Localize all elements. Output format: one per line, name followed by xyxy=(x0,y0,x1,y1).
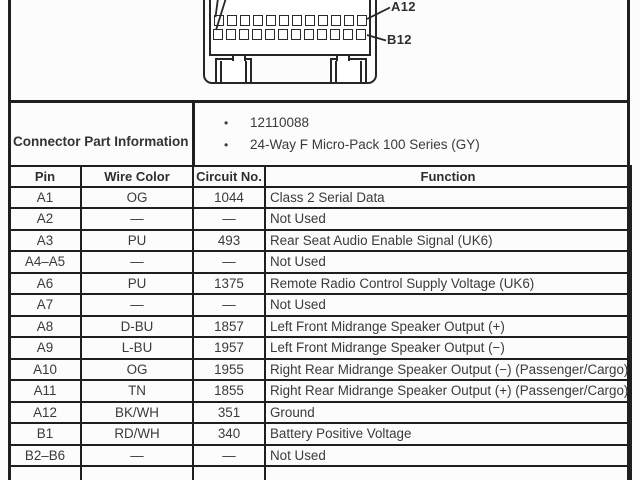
wire-color-cell: D-BU xyxy=(81,316,193,338)
table-header xyxy=(9,166,631,187)
wire-color-cell: — xyxy=(81,208,193,230)
function-cell: Left Front Midrange Speaker Output (−) xyxy=(265,337,631,359)
function-cell: Rear Seat Audio Enable Signal (UK6) xyxy=(265,230,631,252)
function-cell: Right Rear Midrange Speaker Output (+) (Passenger/Cargo) xyxy=(265,380,631,402)
function-cell: Not Used xyxy=(265,208,631,230)
wire-color-cell: PU xyxy=(81,273,193,295)
function-cell: Right Rear Midrange Speaker Output (−) (Passenger/Cargo) xyxy=(265,359,631,381)
table-row xyxy=(9,337,631,359)
function-cell: Not Used xyxy=(265,445,631,467)
wire-color-cell xyxy=(81,466,193,480)
circuit-no-cell: 493 xyxy=(193,230,265,252)
function-cell: Battery Positive Voltage xyxy=(265,423,631,445)
leader-lines xyxy=(0,0,640,100)
pin-cell xyxy=(9,466,81,480)
pin-cell: B2–B6 xyxy=(9,445,81,467)
table-row xyxy=(9,208,631,230)
wire-color-cell: — xyxy=(81,445,193,467)
connector-type-text: 24-Way F Micro-Pack 100 Series (GY) xyxy=(250,137,480,152)
table-row xyxy=(9,359,631,381)
circuit-no-cell: — xyxy=(193,208,265,230)
bullet-icon: • xyxy=(224,116,229,130)
pin-cell: A3 xyxy=(9,230,81,252)
column-header-wire-color: Wire Color xyxy=(81,166,193,187)
leader-line-a12 xyxy=(367,8,390,20)
pin-row-label-b12: B12 xyxy=(387,32,412,47)
pin-cell: A6 xyxy=(9,273,81,295)
function-cell: Not Used xyxy=(265,251,631,273)
column-header-pin: Pin xyxy=(9,166,81,187)
table-row xyxy=(9,294,631,316)
bullet-icon: • xyxy=(224,138,229,152)
circuit-no-cell: 1857 xyxy=(193,316,265,338)
function-cell: Remote Radio Control Supply Voltage (UK6) xyxy=(265,273,631,295)
pin-cell: A4–A5 xyxy=(9,251,81,273)
circuit-no-cell: 1855 xyxy=(193,380,265,402)
pin-cell: B1 xyxy=(9,423,81,445)
cell-divider xyxy=(192,103,195,165)
function-cell: Class 2 Serial Data xyxy=(265,187,631,209)
part-number-item xyxy=(224,112,480,134)
wire-color-cell: PU xyxy=(81,230,193,252)
pin-cell: A1 xyxy=(9,187,81,209)
circuit-no-cell: — xyxy=(193,251,265,273)
connector-diagram xyxy=(0,0,640,100)
wire-color-cell: RD/WH xyxy=(81,423,193,445)
table-row xyxy=(9,423,631,445)
leader-line-a1 xyxy=(216,0,219,17)
wire-color-cell: BK/WH xyxy=(81,402,193,424)
leader-line-b12 xyxy=(367,35,386,41)
pin-table-body xyxy=(9,187,631,480)
table-row xyxy=(9,251,631,273)
pin-cell: A12 xyxy=(9,402,81,424)
table-row xyxy=(9,445,631,467)
column-header-circuit-no: Circuit No. xyxy=(193,166,265,187)
circuit-no-cell: 1955 xyxy=(193,359,265,381)
table-row xyxy=(9,273,631,295)
circuit-no-cell xyxy=(193,466,265,480)
pin-cell: A9 xyxy=(9,337,81,359)
function-cell: Not Used xyxy=(265,294,631,316)
function-cell xyxy=(265,466,631,480)
connector-type-item xyxy=(224,134,480,156)
part-number-text: 12110088 xyxy=(250,115,310,130)
wire-color-cell: — xyxy=(81,251,193,273)
column-header-function: Function xyxy=(265,166,631,187)
pin-cell: A7 xyxy=(9,294,81,316)
pin-cell: A2 xyxy=(9,208,81,230)
circuit-no-cell: 351 xyxy=(193,402,265,424)
pin-cell: A10 xyxy=(9,359,81,381)
connector-part-info-label: Connector Part Information xyxy=(13,134,189,149)
wire-color-cell: TN xyxy=(81,380,193,402)
pin-row-label-a12: A12 xyxy=(391,0,416,14)
function-cell: Left Front Midrange Speaker Output (+) xyxy=(265,316,631,338)
table-row xyxy=(9,316,631,338)
function-cell: Ground xyxy=(265,402,631,424)
table-row xyxy=(9,187,631,209)
wire-color-cell: — xyxy=(81,294,193,316)
header-row xyxy=(9,166,631,187)
table-row xyxy=(9,380,631,402)
pin-cell: A8 xyxy=(9,316,81,338)
pin-cell: A11 xyxy=(9,380,81,402)
connector-part-info-row xyxy=(8,103,630,165)
circuit-no-cell: — xyxy=(193,445,265,467)
circuit-no-cell: 1957 xyxy=(193,337,265,359)
pin-function-table xyxy=(8,165,632,480)
connector-part-info-values xyxy=(224,112,480,156)
wire-color-cell: L-BU xyxy=(81,337,193,359)
table-row xyxy=(9,402,631,424)
circuit-no-cell: 340 xyxy=(193,423,265,445)
wire-color-cell: OG xyxy=(81,187,193,209)
wire-color-cell: OG xyxy=(81,359,193,381)
circuit-no-cell: 1044 xyxy=(193,187,265,209)
table-row xyxy=(9,466,631,480)
circuit-no-cell: 1375 xyxy=(193,273,265,295)
circuit-no-cell: — xyxy=(193,294,265,316)
table-row xyxy=(9,230,631,252)
